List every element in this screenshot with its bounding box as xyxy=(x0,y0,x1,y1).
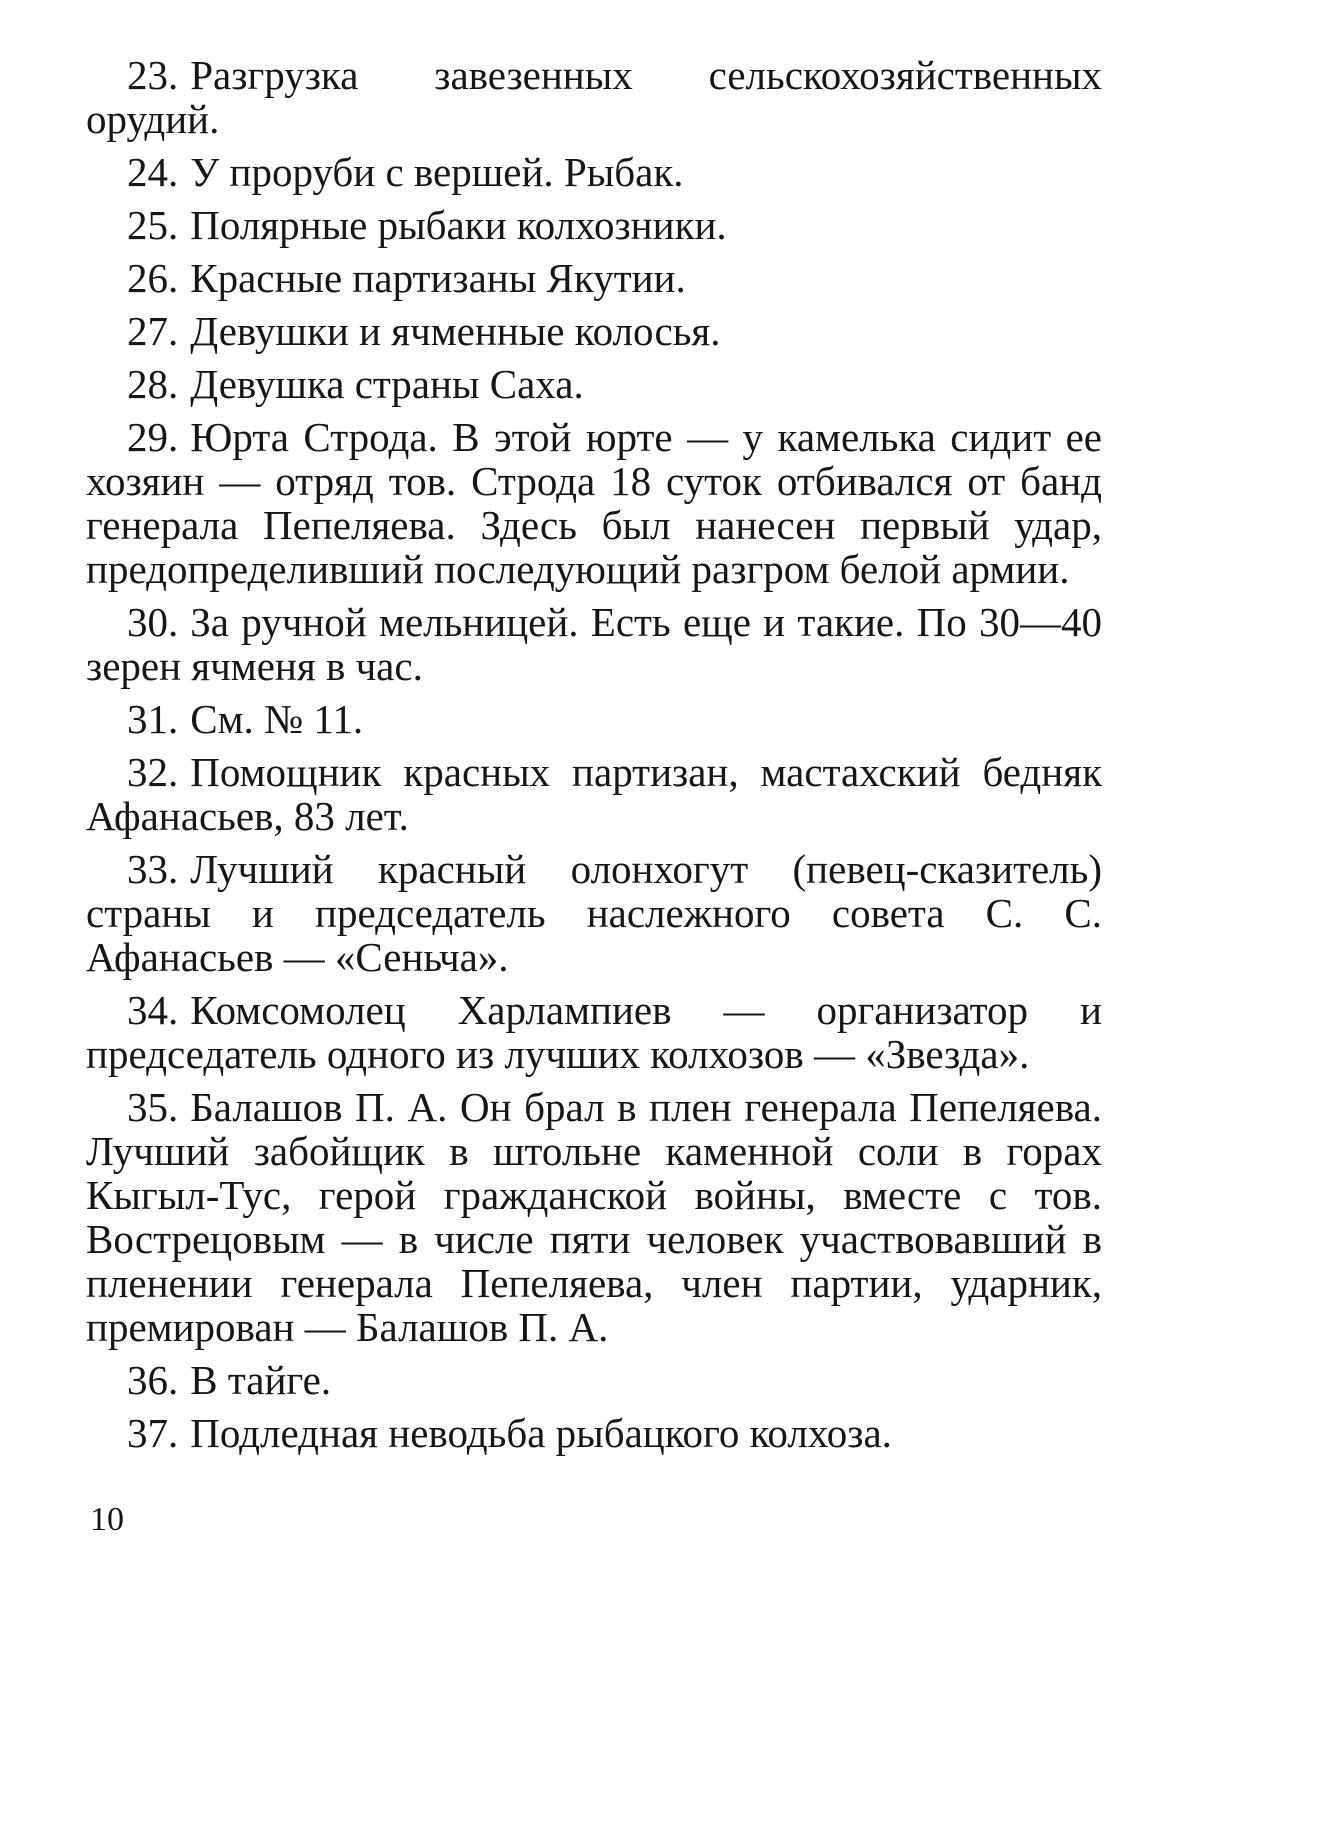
entry-text: Помощник красных партизан, мастахский бедняк Афанасьев, 83 лет. xyxy=(86,749,1102,839)
entry-number: 33. xyxy=(127,846,179,892)
entry-number: 36. xyxy=(127,1357,179,1403)
entry-25 xyxy=(86,203,1102,247)
entry-number: 37. xyxy=(127,1410,179,1456)
entry-27 xyxy=(86,309,1102,353)
entry-text: Юрта Строда. В этой юрте — у камелька сидит ее хозяин — отряд тов. Строда 18 суток отбивался от банд генерала Пепеляева. Здесь был нанесен первый удар, предопределивший последующий разгром белой армии. xyxy=(86,414,1102,592)
entry-text: Комсомолец Харлампиев — организатор и председатель одного из лучших колхозов — «Звезда». xyxy=(86,987,1102,1077)
entry-26 xyxy=(86,256,1102,300)
entry-number: 24. xyxy=(127,149,179,195)
entry-text: В тайге. xyxy=(190,1357,332,1403)
entry-31 xyxy=(86,697,1102,741)
entry-34 xyxy=(86,988,1102,1076)
entry-number: 32. xyxy=(127,749,179,795)
entry-text: Подледная неводьба рыбацкого колхоза. xyxy=(190,1410,892,1456)
entry-37 xyxy=(86,1411,1102,1455)
entry-text: Полярные рыбаки колхозники. xyxy=(190,202,727,248)
entry-number: 23. xyxy=(127,52,179,98)
entry-24 xyxy=(86,150,1102,194)
entry-number: 25. xyxy=(127,202,179,248)
entry-text: Разгрузка завезенных сельскохозяйственных орудий. xyxy=(86,52,1102,142)
entry-text: Лучший красный олонхогут (певец-сказитель) страны и председатель наслежного совета С. С. Афанасьев — «Сеньча». xyxy=(86,846,1102,980)
page-text-column xyxy=(86,53,1102,1464)
entry-number: 28. xyxy=(127,361,179,407)
entry-text: Балашов П. А. Он брал в плен генерала Пепеляева. Лучший забойщик в штольне каменной соли в горах Кыгыл-Тус, герой гражданской войны, вместе с тов. Вострецовым — в числе пяти человек участвовавший в пленении генерала Пепеляева, член партии, ударник, премирован — Балашов П. А. xyxy=(86,1084,1102,1350)
entry-number: 30. xyxy=(127,599,179,645)
entry-text: Красные партизаны Якутии. xyxy=(190,255,686,301)
entry-text: За ручной мельницей. Есть еще и такие. По 30—40 зерен ячменя в час. xyxy=(86,599,1102,689)
entry-35 xyxy=(86,1085,1102,1349)
entry-number: 29. xyxy=(127,414,179,460)
entry-text: См. № 11. xyxy=(190,696,364,742)
entry-text: Девушка страны Саха. xyxy=(190,361,584,407)
entry-text: Девушки и ячменные колосья. xyxy=(190,308,721,354)
entry-number: 34. xyxy=(127,987,179,1033)
entry-36 xyxy=(86,1358,1102,1402)
entry-29 xyxy=(86,415,1102,591)
entry-number: 26. xyxy=(127,255,179,301)
entry-28 xyxy=(86,362,1102,406)
entry-30 xyxy=(86,600,1102,688)
entry-23 xyxy=(86,53,1102,141)
page-number: 10 xyxy=(90,1501,124,1538)
entry-32 xyxy=(86,750,1102,838)
entry-number: 35. xyxy=(127,1084,179,1130)
entry-number: 27. xyxy=(127,308,179,354)
entry-33 xyxy=(86,847,1102,979)
entry-text: У проруби с вершей. Рыбак. xyxy=(190,149,684,195)
entry-number: 31. xyxy=(127,696,179,742)
